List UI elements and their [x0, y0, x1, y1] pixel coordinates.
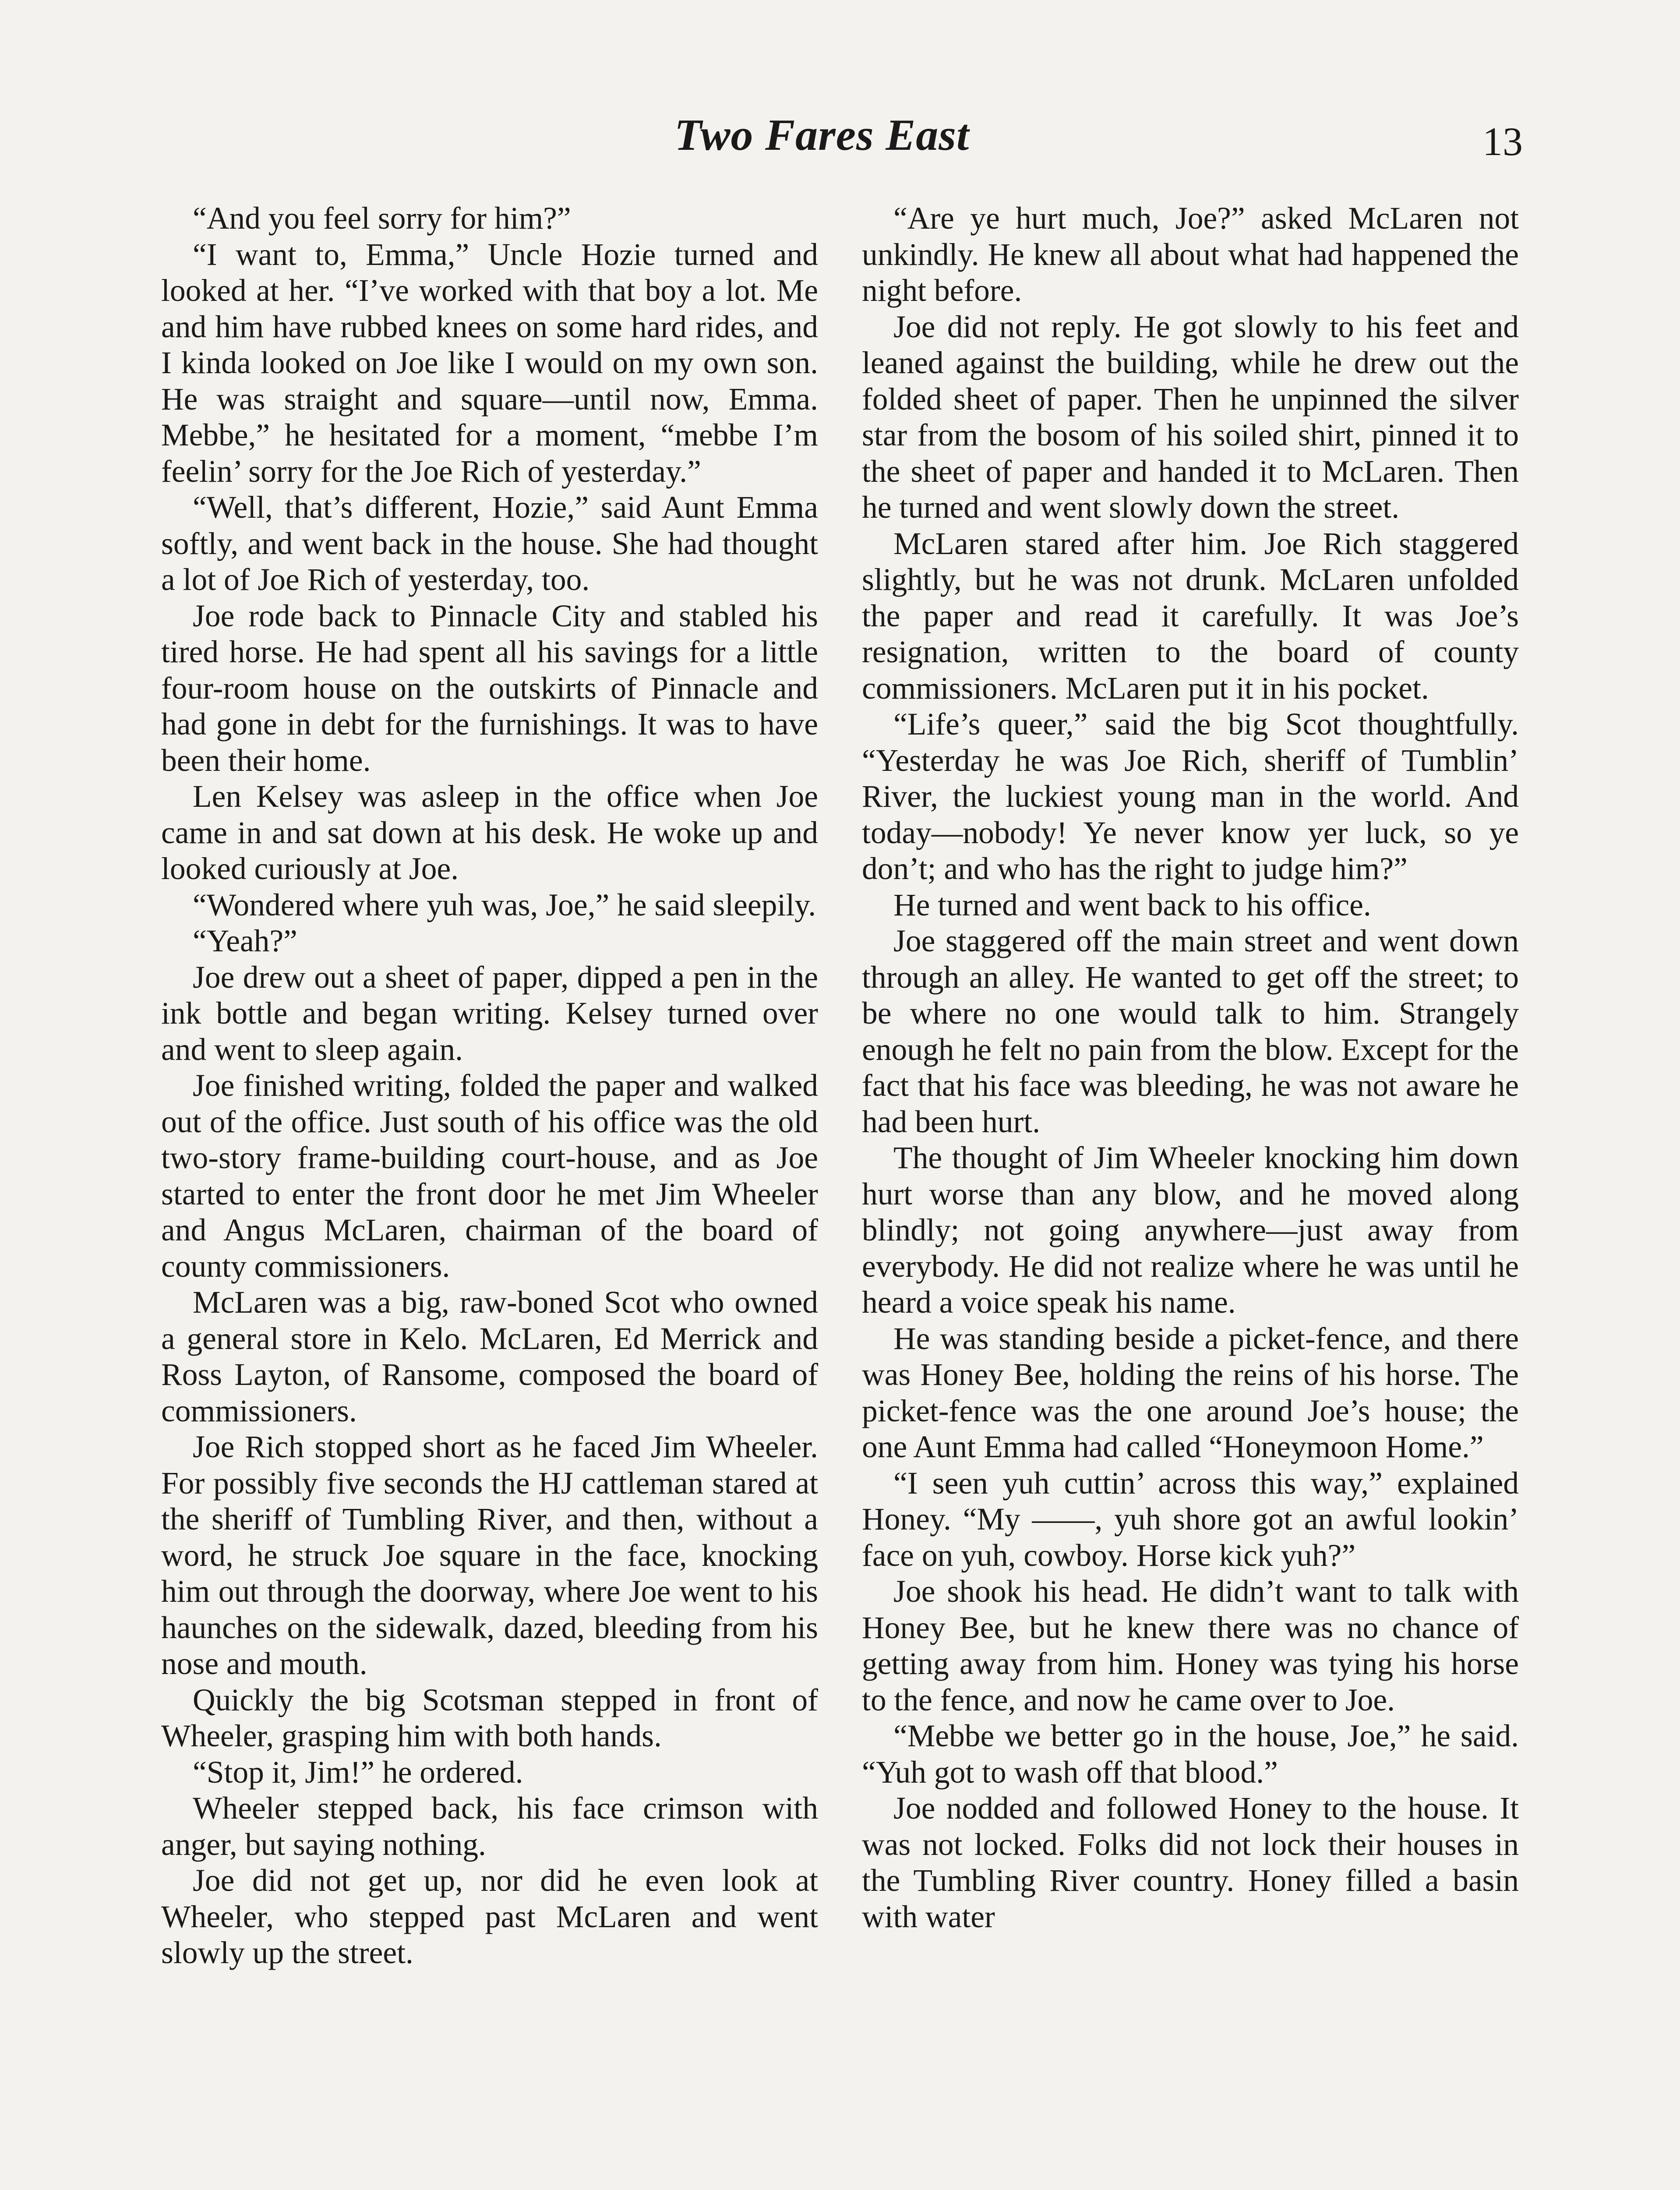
page-number: 13	[1482, 119, 1523, 164]
page-header	[0, 110, 1680, 171]
paragraph: “Life’s queer,” said the big Scot thoughtfully. “Yesterday he was Joe Rich, sheriff of Tumblin’ River, the luckiest young man in the world. And today—nobody! Ye never know yer luck, so ye don’t; and who has the right to judge him?”	[862, 707, 1519, 886]
paragraph: Joe rode back to Pinnacle City and stabled his tired horse. He had spent all his savings for a little four-room house on the outskirts of Pinnacle and had gone in debt for the furnishings. It was to have been their home.	[161, 598, 818, 778]
paragraph: “Are ye hurt much, Joe?” asked McLaren not unkindly. He knew all about what had happened the night before.	[862, 201, 1519, 308]
paragraph: Joe did not reply. He got slowly to his feet and leaned against the building, while he drew out the folded sheet of paper. Then he unpinned the silver star from the bosom of his soiled shirt, pinned it to the sheet of paper and handed it to McLaren. Then he turned and went slowly down the street.	[862, 309, 1519, 525]
paragraph: Joe shook his head. He didn’t want to talk with Honey Bee, but he knew there was no chance of getting away from him. Honey was tying his horse to the fence, and now he came over to Joe.	[862, 1574, 1519, 1717]
paragraph: He turned and went back to his office.	[893, 887, 1371, 922]
paragraph: “I want to, Emma,” Uncle Hozie turned and looked at her. “I’ve worked with that boy a lot. Me and him have rubbed knees on some hard rides, and I kinda looked on Joe like I would on my own son. He was straight and square—until now, Emma. Mebbe,” he hesitated for a moment, “mebbe I’m feelin’ sorry for the Joe Rich of yesterday.”	[161, 237, 818, 489]
paragraph: “Yeah?”	[193, 924, 297, 958]
paragraph: McLaren stared after him. Joe Rich staggered slightly, but he was not drunk. McLaren unfolded the paper and read it carefully. It was Joe’s resignation, written to the board of county commissioners. McLaren put it in his pocket.	[862, 526, 1519, 706]
paragraph: The thought of Jim Wheeler knocking him down hurt worse than any blow, and he moved along blindly; not going anywhere—just away from everybody. He did not realize where he was until he heard a voice speak his name.	[862, 1141, 1519, 1320]
paragraph: “And you feel sorry for him?”	[193, 201, 571, 236]
paragraph: Joe drew out a sheet of paper, dipped a pen in the ink bottle and began writing. Kelsey turned over and went to sleep again.	[161, 960, 818, 1067]
right-column	[862, 201, 1519, 1935]
paragraph: “Stop it, Jim!” he ordered.	[193, 1755, 523, 1790]
paragraph: Quickly the big Scotsman stepped in front of Wheeler, grasping him with both hands.	[161, 1682, 818, 1753]
paragraph: Joe staggered off the main street and went down through an alley. He wanted to get off the street; to be where no one would talk to him. Strangely enough he felt no pain from the blow. Except for the fact that his face was bleeding, he was not aware he had been hurt.	[862, 924, 1519, 1139]
paragraph: McLaren was a big, raw-boned Scot who owned a general store in Kelo. McLaren, Ed Merrick and Ross Layton, of Ransome, composed the board of commissioners.	[161, 1285, 818, 1428]
paragraph: “Wondered where yuh was, Joe,” he said sleepily.	[193, 887, 816, 922]
paragraph: He was standing beside a picket-fence, and there was Honey Bee, holding the reins of his horse. The picket-fence was the one around Joe’s house; the one Aunt Emma had called “Honeymoon Home.”	[862, 1321, 1519, 1464]
paragraph: Joe did not get up, nor did he even look at Wheeler, who stepped past McLaren and went slowly up the street.	[161, 1863, 818, 1970]
paragraph: Joe nodded and followed Honey to the house. It was not locked. Folks did not lock their houses in the Tumbling River country. Honey filled a basin with water	[862, 1791, 1519, 1934]
running-title: Two Fares East	[674, 110, 970, 160]
paragraph: Joe Rich stopped short as he faced Jim Wheeler. For possibly five seconds the HJ cattleman stared at the sheriff of Tumbling River, and then, without a word, he struck Joe square in the face, knocking him out through the doorway, where Joe went to his haunches on the sidewalk, dazed, bleeding from his nose and mouth.	[161, 1430, 818, 1681]
paragraph: “Well, that’s different, Hozie,” said Aunt Emma softly, and went back in the house. She had thought a lot of Joe Rich of yesterday, too.	[161, 490, 818, 597]
paragraph: Joe finished writing, folded the paper and walked out of the office. Just south of his office was the old two-story frame-building court-house, and as Joe started to enter the front door he met Jim Wheeler and Angus McLaren, chairman of the board of county commissioners.	[161, 1068, 818, 1284]
paragraph: “Mebbe we better go in the house, Joe,” he said. “Yuh got to wash off that blood.”	[862, 1719, 1519, 1790]
paragraph: Len Kelsey was asleep in the office when Joe came in and sat down at his desk. He woke up and looked curiously at Joe.	[161, 779, 818, 886]
paragraph: Wheeler stepped back, his face crimson with anger, but saying nothing.	[161, 1791, 818, 1862]
left-column	[161, 201, 818, 1971]
paragraph: “I seen yuh cuttin’ across this way,” explained Honey. “My ——, yuh shore got an awful lookin’ face on yuh, cowboy. Horse kick yuh?”	[862, 1466, 1519, 1573]
